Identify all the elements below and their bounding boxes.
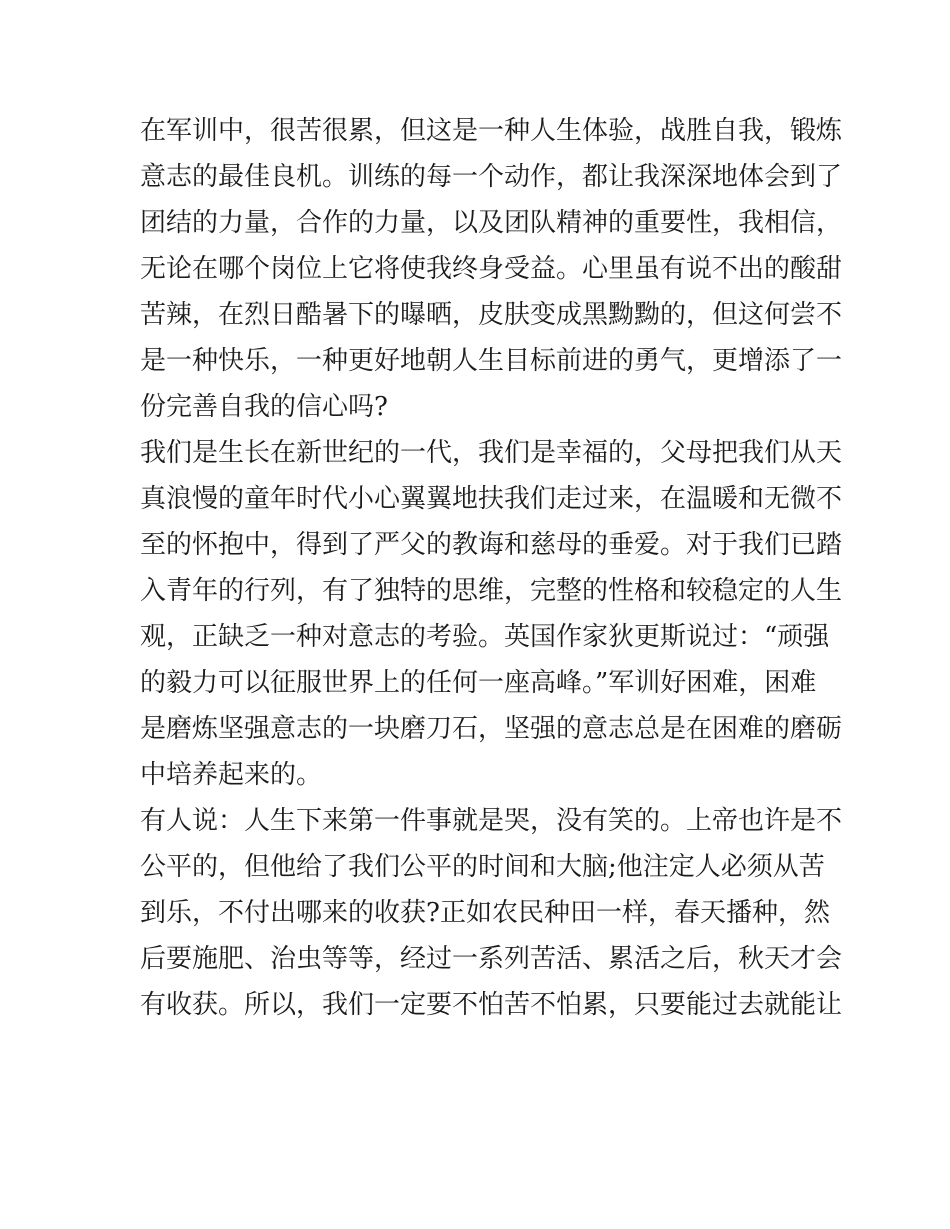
text-line: 真浪慢的童年时代小心翼翼地扶我们走过来，在温暖和无微不	[140, 484, 843, 514]
text-line: 有人说：人生下来第一件事就是哭，没有笑的。上帝也许是不	[140, 806, 843, 836]
text-line: 有收获。所以，我们一定要不怕苦不怕累，只要能过去就能让	[140, 990, 843, 1020]
text-line: 是磨炼坚强意志的一块磨刀石，坚强的意志总是在困难的磨砺	[140, 714, 843, 744]
text-line: 的毅力可以征服世界上的任何一座高峰。”军训好困难，困难	[140, 668, 817, 698]
text-line: 公平的，但他给了我们公平的时间和大脑;他注定人必须从苦	[140, 852, 825, 882]
body-text	[140, 108, 843, 1028]
text-line: 后要施肥、治虫等等，经过一系列苦活、累活之后，秋天才会	[140, 944, 843, 974]
text-line: 是一种快乐，一种更好地朝人生目标前进的勇气，更增添了一	[140, 346, 843, 376]
text-line: 在军训中，很苦很累，但这是一种人生体验，战胜自我，锻炼	[140, 116, 843, 146]
text-line: 无论在哪个岗位上它将使我终身受益。心里虽有说不出的酸甜	[140, 254, 843, 284]
text-line: 我们是生长在新世纪的一代，我们是幸福的，父母把我们从天	[140, 438, 843, 468]
text-line: 入青年的行列，有了独特的思维，完整的性格和较稳定的人生	[140, 576, 843, 606]
text-line: 苦辣，在烈日酷暑下的曝晒，皮肤变成黑黝黝的，但这何尝不	[140, 300, 843, 330]
text-line: 至的怀抱中，得到了严父的教诲和慈母的垂爱。对于我们已踏	[140, 530, 843, 560]
text-line: 观，正缺乏一种对意志的考验。英国作家狄更斯说过：“顽强	[140, 622, 830, 652]
text-line: 团结的力量，合作的力量，以及团队精神的重要性，我相信，	[140, 208, 843, 238]
text-line: 中培养起来的。	[140, 760, 323, 790]
text-line: 意志的最佳良机。训练的每一个动作，都让我深深地体会到了	[140, 162, 843, 192]
text-line: 到乐，不付出哪来的收获?正如农民种田一样，春天播种，然	[140, 898, 830, 928]
text-line: 份完善自我的信心吗?	[140, 392, 388, 422]
